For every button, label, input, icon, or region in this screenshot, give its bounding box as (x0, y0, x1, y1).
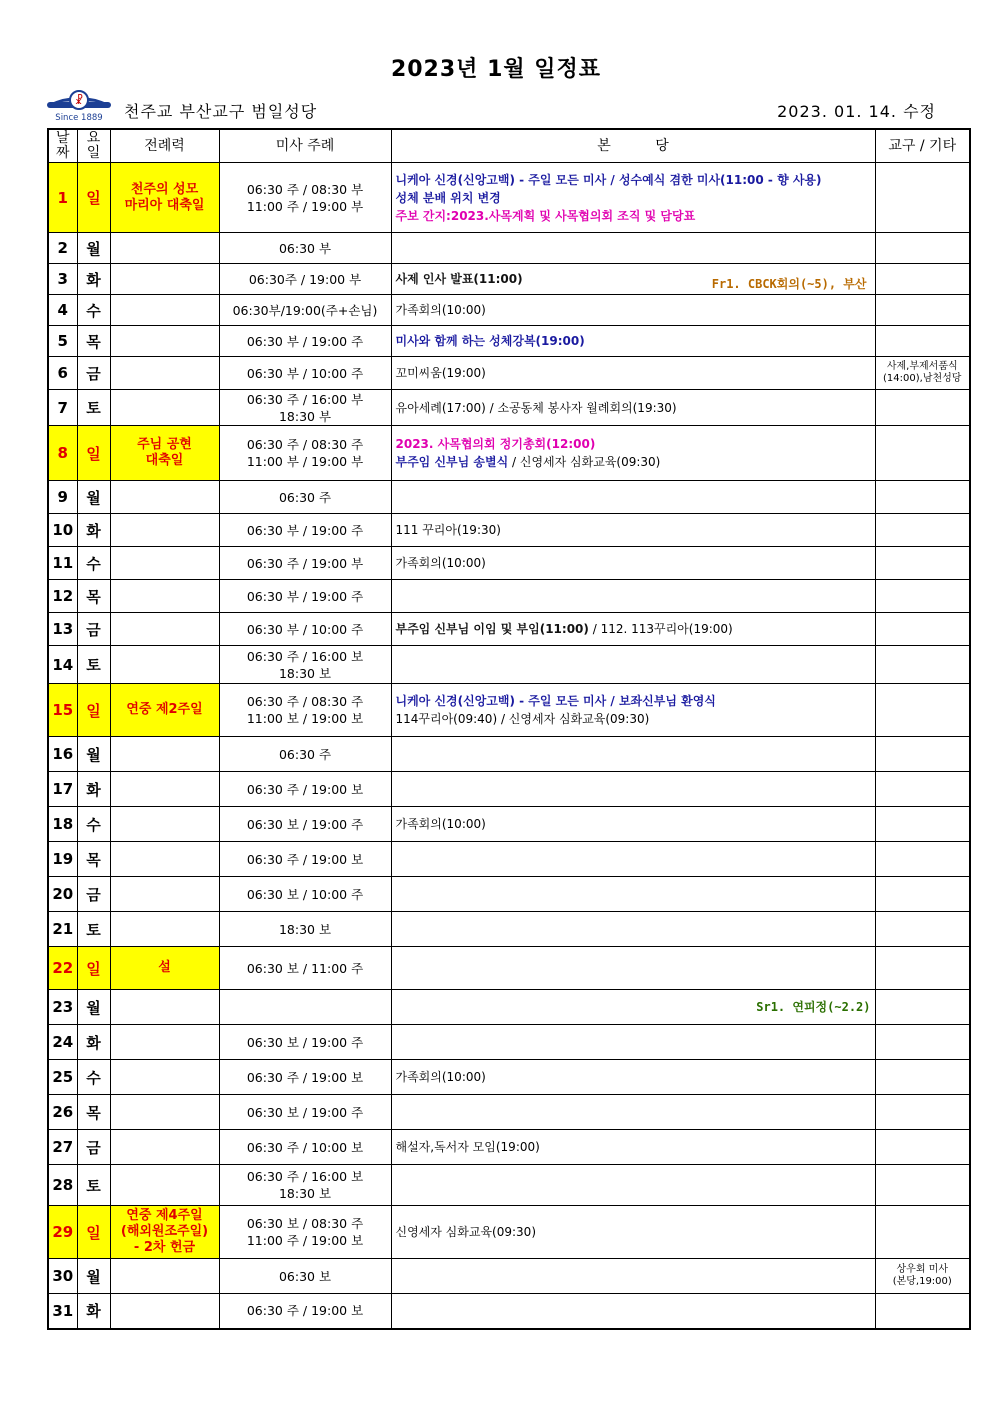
day-cell: 9 (48, 481, 77, 514)
parish-events-cell (391, 547, 875, 580)
liturgy-cell (110, 233, 219, 264)
mass-cell: 06:30 부 (219, 233, 391, 264)
parish-events-cell (391, 295, 875, 326)
weekday-cell: 일 (77, 684, 110, 737)
event-text: 성체 분배 위치 변경 (395, 190, 501, 205)
weekday-cell: 화 (77, 1025, 110, 1060)
diocese-etc-cell (875, 1130, 970, 1165)
diocese-etc-cell (875, 947, 970, 990)
liturgy-cell: 연중 제4주일 (해외원조주일) - 2차 헌금 (110, 1206, 219, 1259)
weekday-cell: 월 (77, 1259, 110, 1294)
day-cell: 2 (48, 233, 77, 264)
parish-events-cell (391, 580, 875, 613)
event-text: 가족회의(10:00) (395, 303, 486, 317)
liturgy-cell (110, 1259, 219, 1294)
page-title: 2023년 1월 일정표 (390, 57, 602, 82)
parish-events-cell (391, 1294, 875, 1329)
diocese-etc-cell (875, 1165, 970, 1206)
event-text: 가족회의(10:00) (395, 556, 486, 570)
table-row (48, 1165, 970, 1206)
day-cell: 10 (48, 514, 77, 547)
table-row (48, 772, 970, 807)
event-line (396, 301, 871, 319)
parish-events-cell (391, 163, 875, 233)
event-line (396, 620, 871, 638)
diocese-etc-cell (875, 1025, 970, 1060)
parish-events-cell (391, 646, 875, 684)
day-cell: 30 (48, 1259, 77, 1294)
mass-cell: 06:30 주 / 16:00 보 18:30 보 (219, 646, 391, 684)
diocese-etc-cell (875, 481, 970, 514)
day-cell: 29 (48, 1206, 77, 1259)
table-row (48, 295, 970, 326)
day-cell: 11 (48, 547, 77, 580)
event-line (396, 399, 871, 417)
event-text: 니케아 신경(신앙고백) - 주일 모든 미사 / 성수예식 겸한 미사(11:00 - 향 사용) (395, 172, 822, 187)
diocese-etc-cell (875, 646, 970, 684)
liturgy-cell: 천주의 성모 마리아 대축일 (110, 163, 219, 233)
weekday-cell: 월 (77, 233, 110, 264)
header-mass: 미사 주례 (219, 129, 391, 163)
mass-cell: 06:30 부 / 19:00 주 (219, 326, 391, 357)
liturgy-cell: 주님 공현 대축일 (110, 426, 219, 481)
event-line (396, 1223, 871, 1241)
parish-events-cell (391, 233, 875, 264)
liturgy-cell (110, 877, 219, 912)
diocese-etc-cell (875, 807, 970, 842)
event-text: 해설자,독서자 모임(19:00) (395, 1140, 540, 1154)
weekday-cell: 토 (77, 912, 110, 947)
liturgy-cell: 연중 제2주일 (110, 684, 219, 737)
day-cell: 22 (48, 947, 77, 990)
weekday-cell: 화 (77, 264, 110, 295)
event-text: 꼬미씨움(19:00) (395, 366, 486, 380)
diocese-etc-cell (875, 912, 970, 947)
parish-events-cell (391, 1060, 875, 1095)
mass-cell: 06:30 주 / 10:00 보 (219, 1130, 391, 1165)
weekday-cell: 화 (77, 1294, 110, 1329)
event-line (396, 453, 871, 471)
event-text: 주보 간지:2023.사목계획 및 사목협의회 조직 및 담당표 (395, 208, 696, 223)
parish-events-cell (391, 426, 875, 481)
liturgy-cell (110, 514, 219, 547)
table-row (48, 326, 970, 357)
header-weekday (77, 129, 110, 163)
weekday-cell: 토 (77, 390, 110, 426)
liturgy-cell (110, 264, 219, 295)
liturgy-cell (110, 326, 219, 357)
parish-events-cell (391, 912, 875, 947)
event-text: 미사와 함께 하는 성체강복(19:00) (395, 334, 585, 348)
liturgy-cell (110, 1130, 219, 1165)
table-row (48, 1294, 970, 1329)
liturgy-cell (110, 912, 219, 947)
day-cell: 5 (48, 326, 77, 357)
event-text: / 신영세자 심화교육(09:30) (508, 455, 661, 469)
event-text: 114꾸리아(09:40) / 신영세자 심화교육(09:30) (395, 712, 650, 726)
mass-cell: 06:30 부 / 19:00 주 (219, 514, 391, 547)
header-etc: 교구 / 기타 (875, 129, 970, 163)
day-cell: 31 (48, 1294, 77, 1329)
day-cell: 20 (48, 877, 77, 912)
diocese-etc-cell (875, 514, 970, 547)
liturgy-cell (110, 1025, 219, 1060)
event-line (396, 815, 871, 833)
liturgy-cell (110, 580, 219, 613)
event-line (396, 332, 871, 350)
parish-events-cell (391, 1206, 875, 1259)
event-text: 부주임 신부님 이임 및 부임(11:00) (395, 622, 589, 636)
event-text: 가족회의(10:00) (395, 817, 486, 831)
event-note: Sr1. 연피정(~2.2) (756, 1000, 871, 1014)
day-cell: 17 (48, 772, 77, 807)
header-main: 본 당 (391, 129, 875, 163)
mass-cell: 06:30 보 (219, 1259, 391, 1294)
mass-cell: 06:30부/19:00(주+손님) (219, 295, 391, 326)
event-line (396, 554, 871, 572)
weekday-cell: 수 (77, 1060, 110, 1095)
weekday-cell: 금 (77, 613, 110, 646)
event-text: 부주임 신부님 송별식 (395, 455, 509, 469)
liturgy-cell (110, 547, 219, 580)
mass-cell: 06:30 주 / 19:00 보 (219, 1060, 391, 1095)
table-row (48, 233, 970, 264)
parish-events-cell (391, 842, 875, 877)
parish-events-cell (391, 807, 875, 842)
day-cell: 25 (48, 1060, 77, 1095)
weekday-cell: 금 (77, 357, 110, 390)
weekday-cell: 월 (77, 737, 110, 772)
table-row (48, 1060, 970, 1095)
mass-cell: 06:30 보 / 11:00 주 (219, 947, 391, 990)
diocese-etc-cell (875, 1095, 970, 1130)
day-cell: 14 (48, 646, 77, 684)
day-cell: 13 (48, 613, 77, 646)
event-line (396, 710, 871, 728)
table-row (48, 990, 970, 1025)
event-text: 가족회의(10:00) (395, 1070, 486, 1084)
header-liturgy: 전례력 (110, 129, 219, 163)
liturgy-cell (110, 613, 219, 646)
table-row (48, 426, 970, 481)
table-row (48, 1259, 970, 1294)
liturgy-cell (110, 357, 219, 390)
mass-cell: 06:30 주 / 08:30 부 11:00 주 / 19:00 부 (219, 163, 391, 233)
table-row (48, 646, 970, 684)
table-row (48, 390, 970, 426)
weekday-cell: 화 (77, 514, 110, 547)
weekday-cell: 수 (77, 807, 110, 842)
liturgy-cell (110, 807, 219, 842)
liturgy-cell (110, 990, 219, 1025)
mass-cell: 06:30 보 / 19:00 주 (219, 1095, 391, 1130)
event-line (396, 692, 871, 710)
mass-cell: 06:30 부 / 19:00 주 (219, 580, 391, 613)
liturgy-cell (110, 295, 219, 326)
day-cell: 7 (48, 390, 77, 426)
table-row (48, 912, 970, 947)
liturgy-cell (110, 390, 219, 426)
liturgy-cell (110, 772, 219, 807)
mass-cell: 06:30 보 / 08:30 주 11:00 주 / 19:00 보 (219, 1206, 391, 1259)
event-text: 2023. 사목협의회 정기총회(12:00) (395, 437, 596, 451)
weekday-cell: 월 (77, 990, 110, 1025)
table-row (48, 547, 970, 580)
event-text: / 112. 113꾸리아(19:00) (588, 622, 733, 636)
day-cell: 27 (48, 1130, 77, 1165)
day-cell: 23 (48, 990, 77, 1025)
liturgy-cell (110, 1294, 219, 1329)
parish-events-cell (391, 264, 875, 295)
event-line (396, 189, 871, 207)
diocese-etc-cell (875, 326, 970, 357)
header-weekday-label: 요일 (86, 130, 101, 161)
day-cell: 18 (48, 807, 77, 842)
parish-events-cell (391, 1165, 875, 1206)
weekday-cell: 일 (77, 1206, 110, 1259)
parish-events-cell (391, 1025, 875, 1060)
event-line (396, 207, 871, 225)
mass-cell: 06:30 보 / 10:00 주 (219, 877, 391, 912)
mass-cell: 06:30 주 / 19:00 보 (219, 772, 391, 807)
weekday-cell: 목 (77, 580, 110, 613)
parish-events-cell (391, 684, 875, 737)
weekday-cell: 일 (77, 163, 110, 233)
weekday-cell: 금 (77, 877, 110, 912)
header-day (48, 129, 77, 163)
diocese-etc-cell (875, 842, 970, 877)
mass-cell: 06:30 주 / 08:30 주 11:00 보 / 19:00 보 (219, 684, 391, 737)
diocese-etc-cell (875, 990, 970, 1025)
diocese-etc-cell (875, 772, 970, 807)
diocese-etc-cell (875, 547, 970, 580)
weekday-cell: 수 (77, 547, 110, 580)
table-header-row (48, 129, 970, 163)
weekday-cell: 목 (77, 1095, 110, 1130)
parish-events-cell (391, 481, 875, 514)
mass-cell: 06:30 부 / 10:00 주 (219, 357, 391, 390)
diocese-etc-cell (875, 737, 970, 772)
diocese-etc-cell (875, 1294, 970, 1329)
day-cell: 24 (48, 1025, 77, 1060)
diocese-etc-cell (875, 295, 970, 326)
day-cell: 12 (48, 580, 77, 613)
parish-events-cell (391, 514, 875, 547)
table-row (48, 163, 970, 233)
table-row (48, 877, 970, 912)
weekday-cell: 토 (77, 1165, 110, 1206)
diocese-etc-cell (875, 877, 970, 912)
liturgy-cell (110, 1060, 219, 1095)
weekday-cell: 금 (77, 1130, 110, 1165)
diocese-etc-cell (875, 426, 970, 481)
diocese-etc-cell (875, 264, 970, 295)
event-text: 니케아 신경(신앙고백) - 주일 모든 미사 / 보좌신부님 환영식 (395, 694, 716, 708)
liturgy-cell (110, 737, 219, 772)
parish-events-cell (391, 990, 875, 1025)
diocese-etc-cell (875, 580, 970, 613)
revision-date: 2023. 01. 14. 수정 (777, 102, 936, 121)
mass-cell: 06:30 주 / 19:00 부 (219, 547, 391, 580)
header-day-label: 날짜 (55, 130, 70, 161)
table-row (48, 264, 970, 295)
parish-logo (47, 88, 111, 124)
mass-cell: 18:30 보 (219, 912, 391, 947)
schedule-table (47, 128, 971, 1330)
liturgy-cell (110, 1095, 219, 1130)
event-text: 사제 인사 발표(11:00) (395, 272, 523, 286)
diocese-etc-cell (875, 1206, 970, 1259)
mass-cell (219, 990, 391, 1025)
weekday-cell: 화 (77, 772, 110, 807)
mass-cell: 06:30 주 (219, 737, 391, 772)
diocese-etc-cell (875, 390, 970, 426)
weekday-cell: 수 (77, 295, 110, 326)
parish-events-cell (391, 613, 875, 646)
table-row (48, 1206, 970, 1259)
table-row (48, 947, 970, 990)
day-cell: 1 (48, 163, 77, 233)
table-row (48, 1025, 970, 1060)
table-row (48, 613, 970, 646)
parish-events-cell (391, 1095, 875, 1130)
table-row (48, 1130, 970, 1165)
table-row (48, 481, 970, 514)
liturgy-cell (110, 646, 219, 684)
mass-cell: 06:30 주 / 16:00 부 18:30 부 (219, 390, 391, 426)
mass-cell: 06:30 주 / 08:30 주 11:00 부 / 19:00 부 (219, 426, 391, 481)
event-text: 111 꾸리아(19:30) (395, 523, 501, 537)
weekday-cell: 월 (77, 481, 110, 514)
liturgy-cell (110, 1165, 219, 1206)
mass-cell: 06:30 주 (219, 481, 391, 514)
day-cell: 8 (48, 426, 77, 481)
event-note: Fr1. CBCK회의(~5), 부산 (711, 277, 867, 291)
mass-cell: 06:30 부 / 10:00 주 (219, 613, 391, 646)
logo-emblem-icon (47, 88, 111, 124)
parish-events-cell (391, 947, 875, 990)
table-row (48, 842, 970, 877)
parish-events-cell (391, 877, 875, 912)
day-cell: 3 (48, 264, 77, 295)
liturgy-cell (110, 842, 219, 877)
table-row (48, 737, 970, 772)
event-text: 신영세자 심화교육(09:30) (395, 1225, 536, 1239)
day-cell: 26 (48, 1095, 77, 1130)
weekday-cell: 목 (77, 326, 110, 357)
event-line (396, 435, 871, 453)
table-row (48, 807, 970, 842)
day-cell: 28 (48, 1165, 77, 1206)
mass-cell: 06:30 주 / 16:00 보 18:30 보 (219, 1165, 391, 1206)
event-line (396, 1138, 871, 1156)
parish-events-cell (391, 772, 875, 807)
event-line (396, 521, 871, 539)
weekday-cell: 일 (77, 426, 110, 481)
event-text: 유아세례(17:00) / 소공동체 봉사자 월례회의(19:30) (395, 400, 677, 415)
parish-events-cell (391, 357, 875, 390)
day-cell: 16 (48, 737, 77, 772)
weekday-cell: 목 (77, 842, 110, 877)
weekday-cell: 일 (77, 947, 110, 990)
table-row (48, 580, 970, 613)
parish-events-cell (391, 1259, 875, 1294)
parish-events-cell (391, 1130, 875, 1165)
event-line (396, 1068, 871, 1086)
event-line (396, 364, 871, 382)
liturgy-cell: 설 (110, 947, 219, 990)
diocese-etc-cell: 사제,부제서품식 (14:00),남천성당 (875, 357, 970, 390)
mass-cell: 06:30 보 / 19:00 주 (219, 807, 391, 842)
parish-events-cell (391, 326, 875, 357)
day-cell: 6 (48, 357, 77, 390)
table-row (48, 684, 970, 737)
parish-events-cell (391, 390, 875, 426)
table-row (48, 357, 970, 390)
parish-name: 천주교 부산교구 범일성당 (124, 102, 318, 121)
mass-cell: 06:30 주 / 19:00 보 (219, 1294, 391, 1329)
mass-cell: 06:30 주 / 19:00 보 (219, 842, 391, 877)
schedule-body (48, 163, 970, 1329)
diocese-etc-cell (875, 613, 970, 646)
weekday-cell: 토 (77, 646, 110, 684)
day-cell: 15 (48, 684, 77, 737)
diocese-etc-cell (875, 233, 970, 264)
diocese-etc-cell (875, 1060, 970, 1095)
event-line (396, 171, 871, 189)
liturgy-cell (110, 481, 219, 514)
diocese-etc-cell: 상우회 미사 (본당,19:00) (875, 1259, 970, 1294)
svg-text:☧: ☧ (74, 94, 84, 107)
diocese-etc-cell (875, 163, 970, 233)
table-row (48, 1095, 970, 1130)
diocese-etc-cell (875, 684, 970, 737)
day-cell: 19 (48, 842, 77, 877)
logo-caption: Since 1889 (55, 113, 103, 123)
parish-events-cell (391, 737, 875, 772)
mass-cell: 06:30 보 / 19:00 주 (219, 1025, 391, 1060)
table-row (48, 514, 970, 547)
day-cell: 4 (48, 295, 77, 326)
day-cell: 21 (48, 912, 77, 947)
mass-cell: 06:30주 / 19:00 부 (219, 264, 391, 295)
